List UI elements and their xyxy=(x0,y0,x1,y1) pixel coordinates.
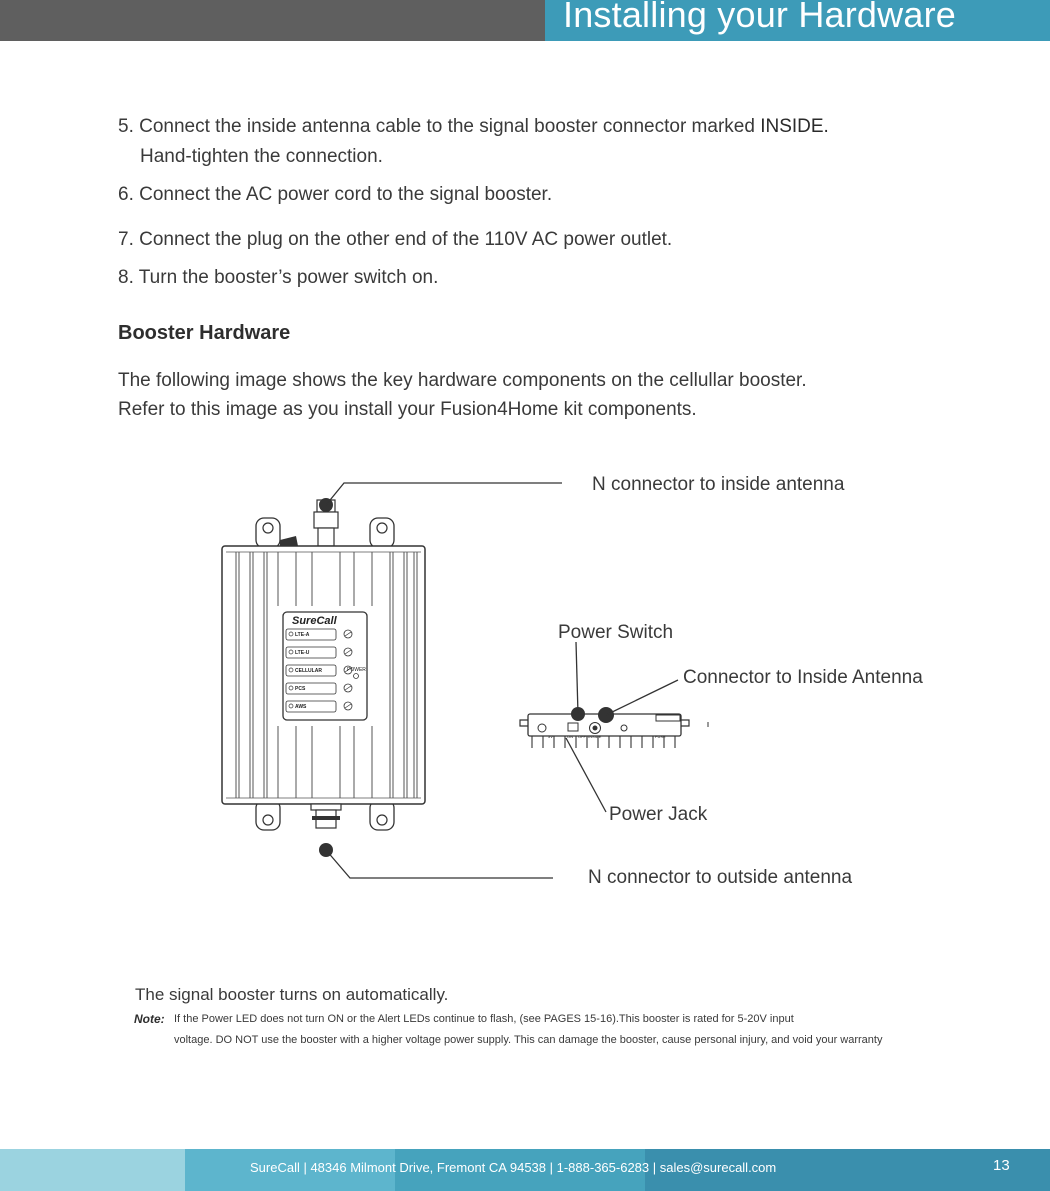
callout-inside-n-connector: N connector to inside antenna xyxy=(592,474,845,495)
side-label: 5V xyxy=(548,734,553,739)
mounting-tab-top-right xyxy=(370,518,394,548)
side-label: FUSE xyxy=(655,734,666,739)
step-6: 6. Connect the AC power cord to the signal booster. xyxy=(118,184,553,205)
note-line-2: voltage. DO NOT use the booster with a higher voltage power supply. This can damage the booster, cause personal injury, and void your warranty xyxy=(174,1034,883,1046)
side-label: OFF xyxy=(578,734,586,739)
section-title: Booster Hardware xyxy=(118,322,291,344)
band-label: AWS xyxy=(295,704,307,710)
callout-line-top xyxy=(326,483,562,505)
front-panel xyxy=(283,612,367,720)
auto-on-text: The signal booster turns on automatically. xyxy=(135,985,449,1004)
device-power-label: POWER xyxy=(347,667,366,673)
device-brand: SureCall xyxy=(292,615,337,627)
header-dark-band xyxy=(0,0,545,41)
side-label: INSIDE xyxy=(588,734,602,739)
page-title: Installing your Hardware xyxy=(563,0,956,35)
callout-line-inside-connector xyxy=(606,680,678,715)
side-label: ON xyxy=(567,734,573,739)
step-5-continuation: Hand-tighten the connection. xyxy=(140,146,383,167)
callout-line-power-jack xyxy=(566,738,606,812)
intro-line-2: Refer to this image as you install your Fusion4Home kit components. xyxy=(118,399,697,420)
intro-line-1: The following image shows the key hardware components on the cellullar booster. xyxy=(118,370,807,391)
bottom-n-connector xyxy=(311,804,341,828)
callout-power-switch: Power Switch xyxy=(558,622,674,643)
note-label: Note: xyxy=(134,1012,165,1026)
callout-line-bottom xyxy=(326,850,553,878)
band-label: LTE-U xyxy=(295,650,310,656)
power-led-icon xyxy=(354,674,359,679)
footer-band-1 xyxy=(0,1149,185,1191)
step-5 xyxy=(118,116,829,138)
callout-power-jack: Power Jack xyxy=(609,804,708,825)
band-label: LTE-A xyxy=(295,632,310,638)
callout-outside-n-connector: N connector to outside antenna xyxy=(588,867,853,888)
step-5-highlight: INSIDE. xyxy=(760,116,829,137)
mounting-tab-top-left xyxy=(256,518,280,548)
band-label: PCS xyxy=(295,686,306,692)
step-5-text: 5. Connect the inside antenna cable to the signal booster connector marked xyxy=(118,116,761,137)
side-fins xyxy=(532,736,675,748)
band-label: CELLULAR xyxy=(295,668,322,674)
step-7: 7. Connect the plug on the other end of the 110V AC power outlet. xyxy=(118,229,673,250)
callout-inside-connector: Connector to Inside Antenna xyxy=(683,667,923,688)
side-switch-icon xyxy=(568,723,578,731)
note-line-1: If the Power LED does not turn ON or the Alert LEDs continue to flash, (see PAGES 15-16).This booster is rated for 5-20V input xyxy=(174,1013,794,1025)
page-number: 13 xyxy=(993,1157,1010,1174)
top-switch-icon xyxy=(280,536,298,546)
footer-contact: SureCall | 48346 Milmont Drive, Fremont CA 94538 | 1-888-365-6283 | sales@surecall.com xyxy=(250,1160,777,1175)
callout-line-power-switch xyxy=(576,642,578,714)
step-8: 8. Turn the booster’s power switch on. xyxy=(118,267,439,288)
